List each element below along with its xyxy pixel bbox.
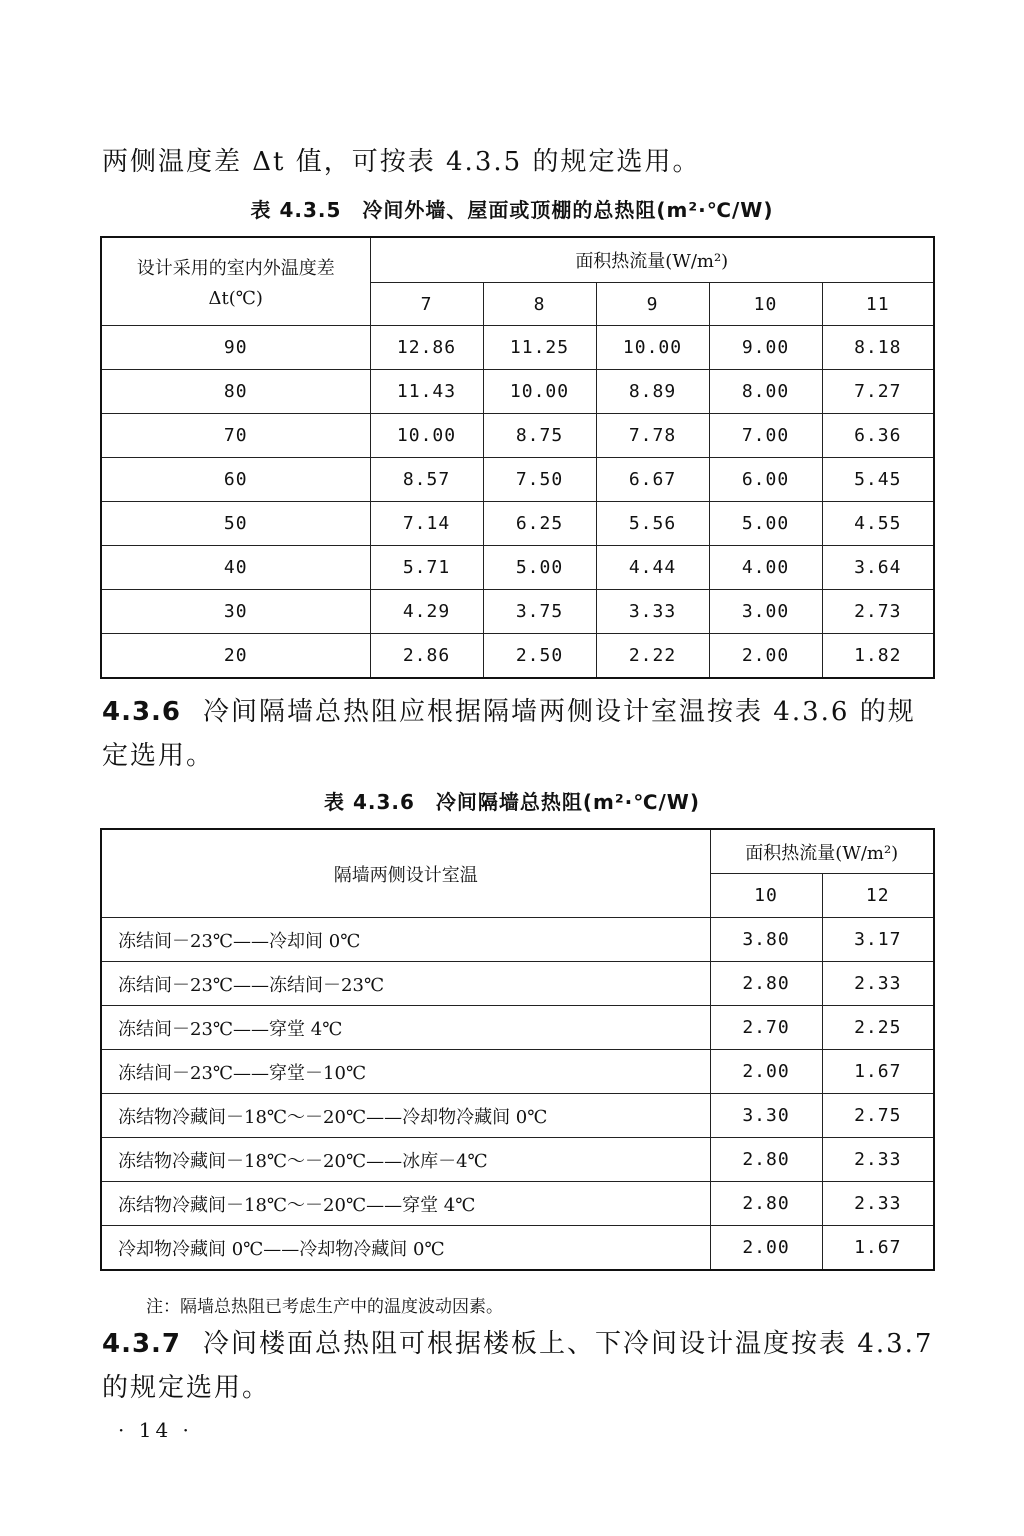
t1-table-row: [101, 634, 934, 679]
section-4-3-7: [102, 1322, 942, 1410]
t2-value-cell: 2.75: [822, 1094, 934, 1138]
t2-value-cell: 2.33: [822, 1138, 934, 1182]
t1-row-header-line1: 设计采用的室内外温度差: [136, 258, 335, 279]
t1-value-cell: 7.00: [709, 414, 822, 458]
t1-value-cell: 8.89: [596, 370, 709, 414]
t1-dt-cell: 90: [101, 326, 370, 370]
section-4-3-6: [102, 690, 942, 778]
t1-col-header: 7: [370, 283, 483, 326]
t1-value-cell: 3.33: [596, 590, 709, 634]
t1-dt-cell: 20: [101, 634, 370, 679]
t2-table-row: [101, 1138, 934, 1182]
t2-table-row: [101, 1226, 934, 1271]
t2-table-row: [101, 918, 934, 962]
table-4-3-6: [100, 828, 935, 1271]
t1-value-cell: 5.00: [709, 502, 822, 546]
t1-value-cell: 5.00: [483, 546, 596, 590]
t1-value-cell: 2.73: [822, 590, 934, 634]
t1-col-header: 11: [822, 283, 934, 326]
paragraph-intro: 两侧温度差 Δt 值，可按表 4.3.5 的规定选用。: [102, 147, 701, 177]
t2-label-cell: 冻结物冷藏间－18℃～－20℃——冰库－4℃: [101, 1138, 710, 1182]
t1-value-cell: 11.25: [483, 326, 596, 370]
t1-value-cell: 9.00: [709, 326, 822, 370]
t1-value-cell: 1.82: [822, 634, 934, 679]
t2-table-row: [101, 1006, 934, 1050]
t1-value-cell: 10.00: [483, 370, 596, 414]
table-4-3-6-caption: 表 4.3.6 冷间隔墙总热阻(m²·℃/W): [324, 790, 700, 814]
t2-value-cell: 2.80: [710, 962, 822, 1006]
section-text: 冷间隔墙总热阻应根据隔墙两侧设计室温按表 4.3.6 的规定选用。: [102, 697, 916, 771]
t2-label-cell: 冻结间－23℃——冻结间－23℃: [101, 962, 710, 1006]
t1-value-cell: 8.57: [370, 458, 483, 502]
t2-col-header: 12: [822, 874, 934, 918]
page-number: · 14 ·: [118, 1418, 193, 1442]
t1-value-cell: 3.75: [483, 590, 596, 634]
t1-dt-cell: 80: [101, 370, 370, 414]
t1-table-row: [101, 458, 934, 502]
t1-value-cell: 8.00: [709, 370, 822, 414]
t1-value-cell: 4.44: [596, 546, 709, 590]
t1-col-header: 10: [709, 283, 822, 326]
t1-value-cell: 6.00: [709, 458, 822, 502]
t2-table-row: [101, 1182, 934, 1226]
t2-value-cell: 3.80: [710, 918, 822, 962]
t1-table-row: [101, 590, 934, 634]
t2-table-row: [101, 962, 934, 1006]
t1-group-header: 面积热流量(W/m²): [370, 237, 934, 283]
t1-value-cell: 2.50: [483, 634, 596, 679]
t1-value-cell: 7.78: [596, 414, 709, 458]
t1-value-cell: 2.86: [370, 634, 483, 679]
t1-value-cell: 10.00: [370, 414, 483, 458]
t1-value-cell: 8.18: [822, 326, 934, 370]
t1-value-cell: 5.71: [370, 546, 483, 590]
t1-value-cell: 2.22: [596, 634, 709, 679]
t2-value-cell: 3.30: [710, 1094, 822, 1138]
t2-value-cell: 2.70: [710, 1006, 822, 1050]
section-number: 4.3.6: [102, 697, 182, 727]
t2-table-row: [101, 1050, 934, 1094]
t1-value-cell: 4.55: [822, 502, 934, 546]
t1-dt-cell: 70: [101, 414, 370, 458]
t1-value-cell: 5.56: [596, 502, 709, 546]
t1-dt-cell: 50: [101, 502, 370, 546]
t2-value-cell: 2.25: [822, 1006, 934, 1050]
t2-value-cell: 2.80: [710, 1182, 822, 1226]
t1-row-header: [101, 237, 370, 326]
t1-col-header: 8: [483, 283, 596, 326]
t1-dt-cell: 40: [101, 546, 370, 590]
t1-value-cell: 6.25: [483, 502, 596, 546]
t1-table-row: [101, 502, 934, 546]
t2-value-cell: 2.33: [822, 962, 934, 1006]
t2-group-header: 面积热流量(W/m²): [710, 829, 934, 874]
t1-value-cell: 6.67: [596, 458, 709, 502]
t1-dt-cell: 60: [101, 458, 370, 502]
t2-label-cell: 冻结间－23℃——冷却间 0℃: [101, 918, 710, 962]
t1-value-cell: 5.45: [822, 458, 934, 502]
t1-value-cell: 3.00: [709, 590, 822, 634]
t2-label-cell: 冷却物冷藏间 0℃——冷却物冷藏间 0℃: [101, 1226, 710, 1271]
t2-table-row: [101, 1094, 934, 1138]
t2-label-cell: 冻结间－23℃——穿堂－10℃: [101, 1050, 710, 1094]
t1-table-row: [101, 326, 934, 370]
t1-row-header-line2: Δt(℃): [208, 288, 263, 309]
t2-label-cell: 冻结物冷藏间－18℃～－20℃——穿堂 4℃: [101, 1182, 710, 1226]
t2-value-cell: 2.33: [822, 1182, 934, 1226]
t2-row-header: 隔墙两侧设计室温: [101, 829, 710, 918]
t2-value-cell: 1.67: [822, 1050, 934, 1094]
t1-value-cell: 8.75: [483, 414, 596, 458]
table-note: 注：隔墙总热阻已考虑生产中的温度波动因素。: [146, 1297, 503, 1317]
t1-dt-cell: 30: [101, 590, 370, 634]
t1-table-row: [101, 414, 934, 458]
t1-value-cell: 12.86: [370, 326, 483, 370]
t1-value-cell: 7.27: [822, 370, 934, 414]
t1-value-cell: 7.50: [483, 458, 596, 502]
t1-col-header: 9: [596, 283, 709, 326]
t2-label-cell: 冻结间－23℃——穿堂 4℃: [101, 1006, 710, 1050]
t2-label-cell: 冻结物冷藏间－18℃～－20℃——冷却物冷藏间 0℃: [101, 1094, 710, 1138]
t2-value-cell: 2.00: [710, 1226, 822, 1271]
section-number: 4.3.7: [102, 1329, 182, 1359]
t1-value-cell: 10.00: [596, 326, 709, 370]
t1-value-cell: 4.29: [370, 590, 483, 634]
t1-table-row: [101, 370, 934, 414]
t1-value-cell: 11.43: [370, 370, 483, 414]
t2-value-cell: 2.00: [710, 1050, 822, 1094]
t2-value-cell: 3.17: [822, 918, 934, 962]
table-4-3-5: [100, 236, 935, 679]
t2-value-cell: 2.80: [710, 1138, 822, 1182]
t1-value-cell: 6.36: [822, 414, 934, 458]
t2-value-cell: 1.67: [822, 1226, 934, 1271]
t2-col-header: 10: [710, 874, 822, 918]
t1-value-cell: 4.00: [709, 546, 822, 590]
table-4-3-5-caption: 表 4.3.5 冷间外墙、屋面或顶棚的总热阻(m²·℃/W): [250, 198, 774, 222]
section-text: 冷间楼面总热阻可根据楼板上、下冷间设计温度按表 4.3.7的规定选用。: [102, 1329, 934, 1403]
t1-value-cell: 3.64: [822, 546, 934, 590]
t1-value-cell: 2.00: [709, 634, 822, 679]
t1-table-row: [101, 546, 934, 590]
t1-value-cell: 7.14: [370, 502, 483, 546]
